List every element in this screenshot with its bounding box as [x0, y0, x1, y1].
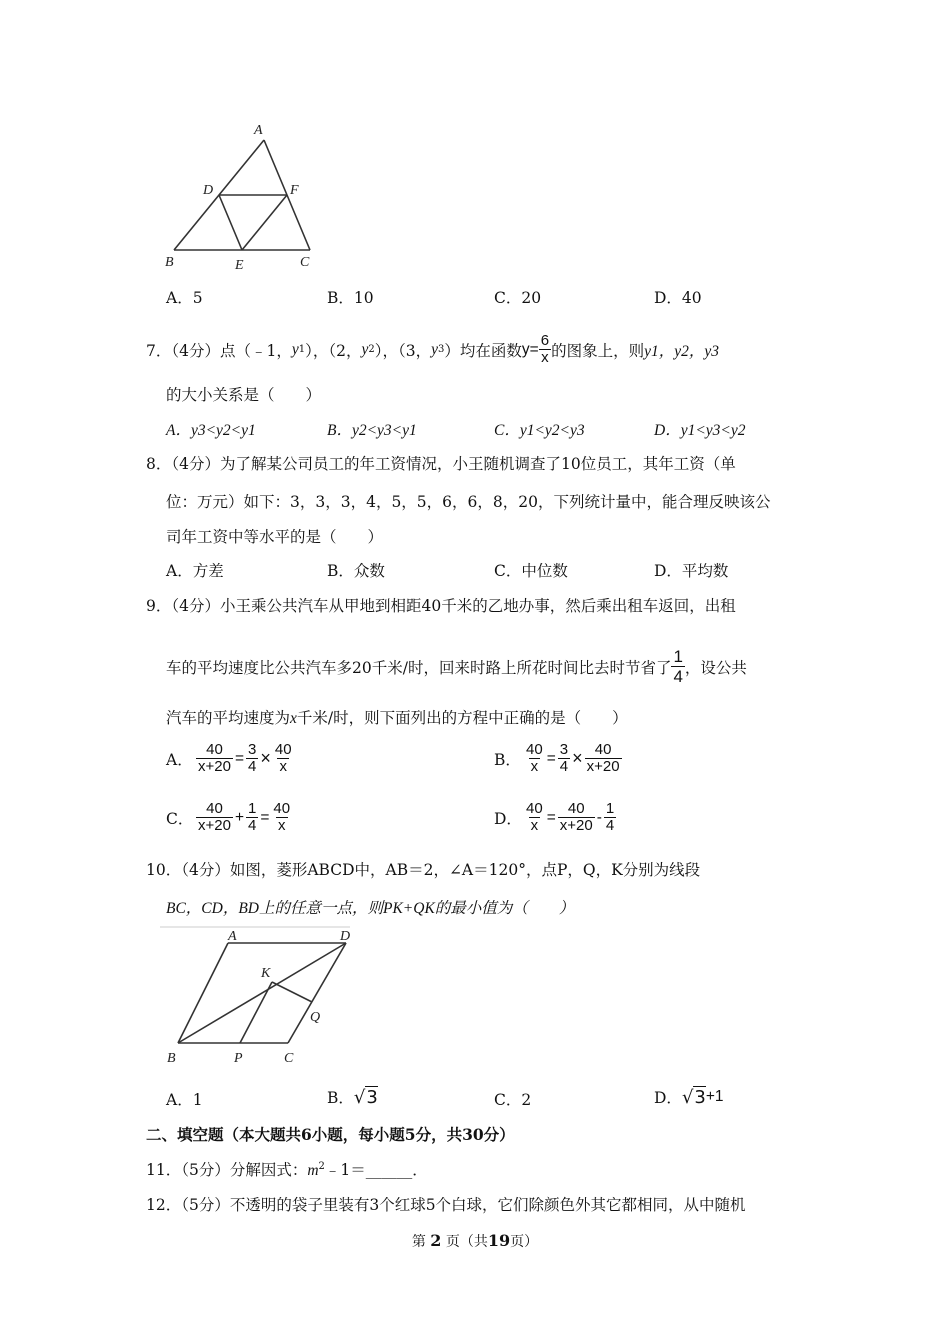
q9-frac-den: 4 [673, 667, 683, 686]
q7-prefix: 7．（4分）点（﹣1， [146, 341, 292, 360]
label-c: C [300, 255, 310, 270]
q10-option-d [654, 1086, 724, 1108]
q9-b-frac3 [585, 742, 622, 775]
q10-option-b [327, 1086, 378, 1108]
den: 4 [248, 758, 257, 775]
q6-option-d: D．40 [654, 289, 702, 307]
footer-page: 2 [430, 1231, 442, 1250]
q7-sub2: 2 [368, 344, 375, 355]
num: 1 [248, 800, 257, 817]
q7-option-c: C．y1<y2<y3 [494, 422, 585, 439]
label-k: K [261, 966, 271, 981]
q7-sub1: 1 [298, 344, 306, 355]
num: 40 [594, 741, 612, 758]
equals: = [546, 808, 556, 826]
q10-option-a: A．1 [166, 1091, 203, 1109]
q10-d-label: D． [654, 1089, 682, 1107]
q10-d-radicand: 3 [694, 1086, 706, 1108]
q7-mid1: ），（2， [305, 341, 362, 360]
den: x [530, 758, 539, 775]
page-footer [0, 1231, 950, 1251]
q8-option-c: C．中位数 [494, 562, 568, 580]
den: 4 [248, 817, 257, 834]
q7-option-d: D．y1<y3<y2 [654, 422, 746, 439]
den: x+20 [586, 758, 620, 775]
footer-mid: 页（共 [445, 1234, 488, 1250]
q8-option-a: A．方差 [166, 562, 224, 580]
q7-line2: 的大小关系是（ ） [166, 386, 322, 404]
num: 40 [206, 741, 223, 758]
q10-d-suffix: +1 [705, 1088, 724, 1105]
num: 1 [605, 800, 615, 817]
q9-c-frac2 [246, 801, 258, 834]
q9-option-a [166, 742, 294, 775]
q9-line3 [166, 706, 628, 728]
q11-m: m [307, 1162, 319, 1179]
q9-d-label: D． [494, 809, 522, 828]
q12-line1: 12．（5分）不透明的袋子里装有3个红球5个白球，它们除颜色外其它都相同，从中随机 [146, 1196, 746, 1214]
q9-d-frac3 [604, 801, 616, 834]
footer-post: 页） [510, 1234, 539, 1250]
q9-frac-num: 1 [673, 647, 683, 666]
q8-line2: 位：万元）如下：3，3，3，4，5，5，6，6，8，20，下列统计量中，能合理反映该公 [166, 493, 771, 511]
label-c: C [284, 1051, 294, 1065]
q7-frac-den: x [541, 349, 549, 366]
triangle-figure [160, 118, 330, 278]
q9-line3-text: 汽车的平均速度为 [166, 709, 291, 727]
q6-option-a: A．5 [166, 289, 203, 307]
q8-line1: 8．（4分）为了解某公司员工的年工资情况，小王随机调查了10位员工，其年工资（单 [146, 455, 736, 473]
q8-option-b: B．众数 [327, 562, 385, 580]
q9-c-label: C． [166, 809, 194, 828]
q6-option-b: B．10 [327, 289, 374, 307]
q9-line2 [166, 647, 747, 686]
q11 [146, 1158, 428, 1180]
q10-line2: BC，CD，BD上的任意一点，则PK+QK的最小值为（ ） [166, 900, 575, 917]
q9-a-frac1 [196, 742, 233, 775]
q9-line3-tail: 千米/时，则下面列出的方程中正确的是（ ） [296, 709, 628, 727]
q9-line2-tail: ，设公共 [684, 658, 747, 677]
times: × [572, 748, 583, 768]
equals: = [546, 749, 556, 767]
footer-total: 19 [487, 1231, 511, 1250]
q7-y3: y [431, 340, 439, 358]
label-f: F [290, 183, 299, 198]
q8-line3: 司年工资中等水平的是（ ） [166, 528, 384, 546]
q7-line1 [146, 333, 719, 366]
q9-a-frac2 [246, 742, 258, 775]
plus: + [234, 808, 245, 826]
num: 40 [526, 800, 543, 817]
num: 40 [273, 800, 291, 817]
q9-option-c [166, 801, 292, 834]
q7-option-b: B．y2<y3<y1 [327, 422, 417, 439]
q7-tail: y1，y2，y3 [644, 342, 719, 360]
q9-var-x: x [290, 710, 297, 727]
q9-fraction [671, 647, 684, 686]
q6-option-c: C．20 [494, 289, 542, 307]
label-a: A [254, 123, 263, 138]
den: x [278, 817, 286, 834]
label-e: E [235, 258, 244, 273]
q7-fraction [539, 333, 551, 366]
num: 3 [248, 741, 257, 758]
label-b: B [167, 1051, 176, 1065]
num: 40 [206, 800, 223, 817]
q11-rest: ﹣1＝______． [324, 1161, 428, 1179]
q11-sup: 2 [318, 1160, 325, 1172]
q8-option-d: D．平均数 [654, 562, 729, 580]
den: x+20 [198, 758, 231, 775]
q9-a-frac3 [273, 742, 294, 775]
q9-c-frac1 [196, 801, 233, 834]
label-a: A [228, 929, 237, 944]
q9-d-frac2 [558, 801, 595, 834]
q7-sub3: 3 [438, 344, 445, 355]
q10-line1: 10．（4分）如图，菱形ABCD中，AB＝2，∠A＝120°，点P，Q，K分别为线段 [146, 861, 701, 879]
den: x+20 [198, 817, 231, 834]
q9-c-frac3 [271, 801, 292, 834]
sqrt-icon: √3 [353, 1086, 378, 1108]
q9-option-d [494, 801, 616, 834]
q7-suffix: 的图象上，则 [551, 341, 645, 360]
label-q: Q [310, 1010, 321, 1025]
q9-d-frac1 [524, 801, 545, 834]
num: 40 [567, 800, 585, 817]
den: 4 [605, 817, 615, 834]
label-d: D [203, 183, 214, 198]
q7-y2: y [361, 340, 369, 358]
q10-b-radicand: 3 [366, 1086, 378, 1108]
num: 3 [559, 741, 569, 758]
q9-b-frac2 [558, 742, 570, 775]
sqrt-icon: √3 [681, 1086, 706, 1108]
den: x [279, 758, 287, 775]
footer-pre: 第 [411, 1234, 426, 1250]
q9-line1: 9．（4分）小王乘公共汽车从甲地到相距40千米的乙地办事，然后乘出租车返回，出租 [146, 597, 736, 615]
den: 4 [559, 758, 569, 775]
equals: = [260, 808, 270, 826]
times: × [260, 748, 271, 768]
q9-option-b [494, 742, 622, 775]
section-title: 二、填空题（本大题共6小题，每小题5分，共30分） [146, 1125, 515, 1144]
label-p: P [234, 1051, 243, 1065]
label-d: D [340, 929, 351, 944]
num: 40 [274, 741, 292, 758]
q9-b-frac1 [524, 742, 545, 775]
label-b: B [165, 255, 174, 270]
q9-a-label: A． [166, 750, 193, 769]
q7-func-y: y= [521, 340, 539, 358]
q7-mid2: ），（3， [374, 341, 432, 360]
minus: - [596, 808, 602, 826]
q7-frac-num: 6 [540, 332, 550, 349]
q9-b-label: B． [494, 750, 521, 769]
q10-b-label: B． [327, 1089, 354, 1107]
den: x [530, 817, 539, 834]
equals: = [234, 749, 245, 767]
rhombus-figure [160, 925, 360, 1065]
q11-prefix: 11．（5分）分解因式： [146, 1161, 308, 1179]
q7-mid3: ）均在函数 [444, 341, 522, 360]
den: x+20 [559, 817, 593, 834]
q7-y: y [291, 340, 299, 358]
q7-option-a: A．y3<y2<y1 [166, 422, 256, 439]
q9-line2-text: 车的平均速度比公共汽车多20千米/时，回来时路上所花时间比去时节省了 [166, 658, 672, 677]
num: 40 [526, 741, 543, 758]
q10-option-c: C．2 [494, 1091, 532, 1109]
